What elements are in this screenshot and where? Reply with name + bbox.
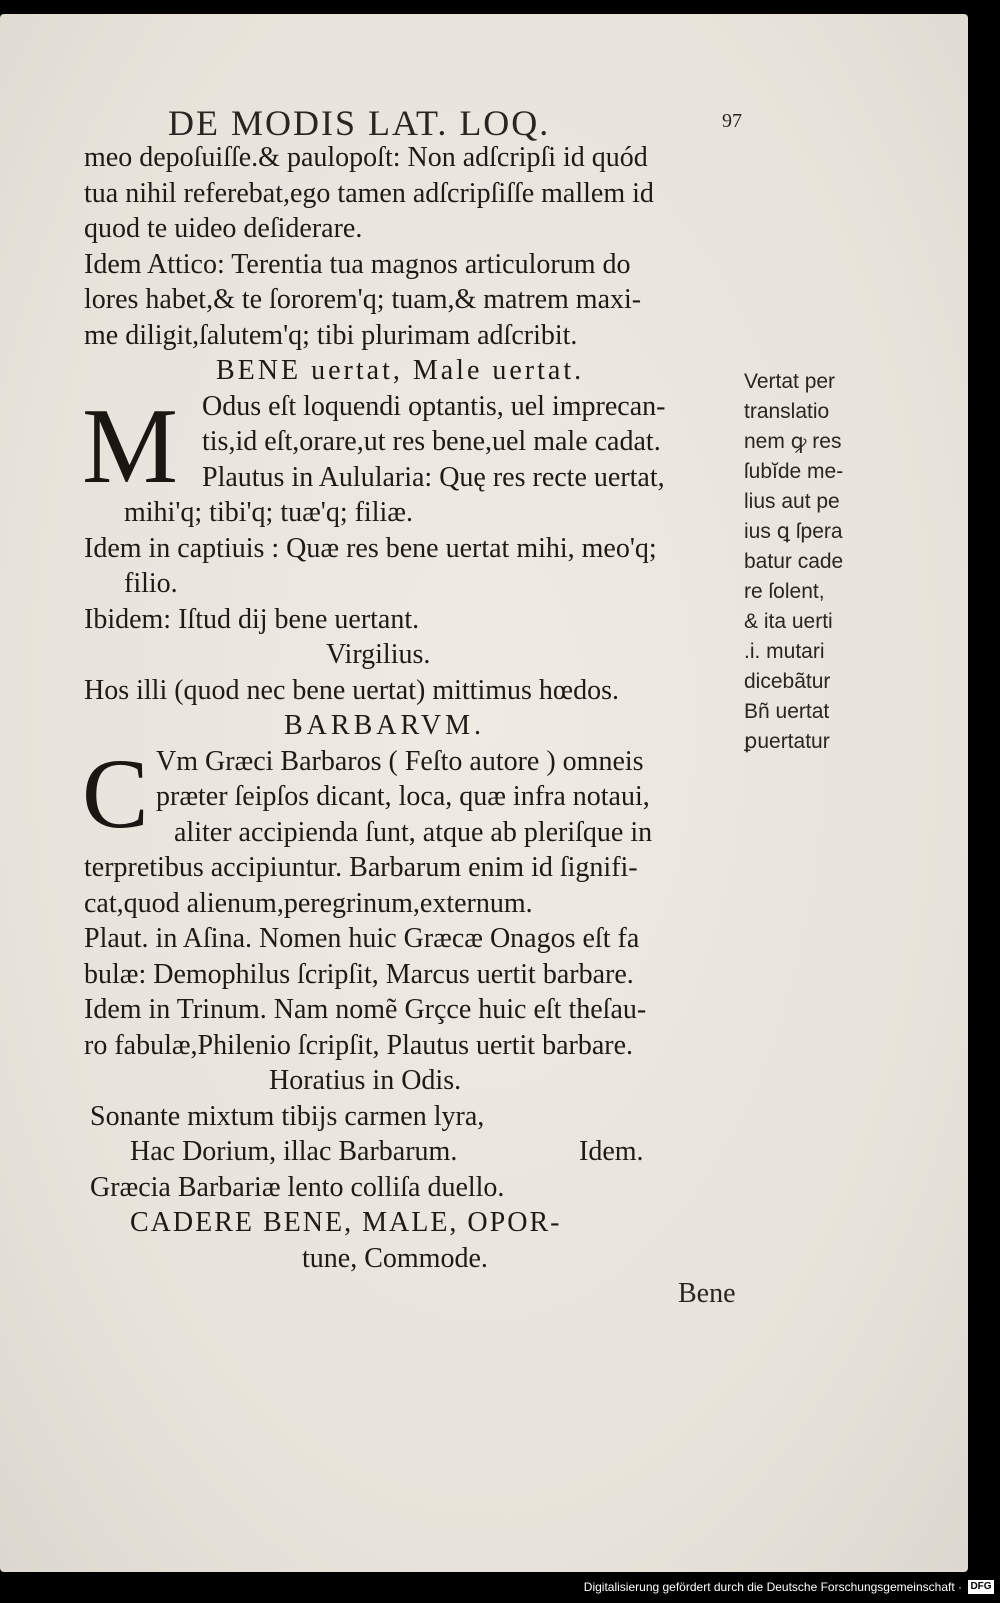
text-line: filio. xyxy=(124,568,178,599)
marginal-note xyxy=(744,367,874,757)
margin-line: .i. mutari xyxy=(744,640,825,663)
footer-bar xyxy=(0,1578,1000,1603)
text-line: meo depoſuiſſe.& paulopoſt: Non adſcripſi id quód xyxy=(84,142,648,173)
text-line: me diligit,ſalutem'q; tibi plurimam adſcribit. xyxy=(84,319,578,351)
running-header: DE MODIS LAT. LOQ. xyxy=(168,103,551,143)
verse-attribution: Horatius in Odis. xyxy=(269,1065,462,1096)
margin-line: Bñ uertat xyxy=(744,700,830,723)
margin-line: Vertat per xyxy=(744,370,836,393)
catchword: Bene xyxy=(678,1278,736,1309)
margin-line: dicebãtur xyxy=(744,670,831,693)
margin-line: ius ꝗ ſpera xyxy=(744,520,843,543)
margin-line: & ita uerti xyxy=(744,610,833,633)
drop-cap-m: M xyxy=(82,386,179,506)
section-barbarum xyxy=(82,737,754,1206)
footer-credit: Digitalisierung gefördert durch die Deutsche Forschungsgemeinschaft · xyxy=(583,1580,962,1594)
text-line: cat,quod alienum,peregrinum,externum. xyxy=(84,887,533,919)
section-heading-barbarum: BARBARVM. xyxy=(284,710,486,741)
text-line: Odus eſt loquendi optantis, uel imprecan- xyxy=(202,390,666,422)
text-line: Idem in captiuis : Quæ res bene uertat mihi, meo'q; xyxy=(84,532,657,564)
text-line: aliter accipienda ſunt, atque ab pleriſque in xyxy=(174,816,653,848)
text-line: Ibidem: Iſtud dij bene uertant. xyxy=(84,603,420,635)
section-heading-cadere: CADERE BENE, MALE, OPOR- xyxy=(130,1207,562,1238)
text-line: præter ſeipſos dicant, loca, quæ infra notaui, xyxy=(156,781,650,812)
page-number: 97 xyxy=(722,110,742,132)
margin-line: translatio xyxy=(744,400,830,423)
main-text xyxy=(84,140,754,1276)
margin-line: re ſolent, xyxy=(744,580,825,603)
verse-attribution: Virgilius. xyxy=(326,639,431,670)
margin-line: lius aut pe xyxy=(744,490,840,513)
text-line: Idem in Trinum. Nam nomẽ Grçce huic eſt theſau- xyxy=(84,994,647,1025)
text-line: Plaut. in Aſina. Nomen huic Græcæ Onagos eſt fa xyxy=(84,923,640,954)
drop-cap-c: C xyxy=(82,737,149,849)
margin-line: nem ꝙ res xyxy=(744,430,842,453)
text-line: tua nihil referebat,ego tamen adſcripſiſſe mallem id xyxy=(84,177,654,209)
text-line: bulæ: Demophilus ſcripſit, Marcus uertit barbare. xyxy=(84,958,634,990)
section-heading-bene: BENE uertat, Male uertat. xyxy=(216,355,585,386)
text-line: Hos illi (quod nec bene uertat) mittimus hœdos. xyxy=(84,674,620,706)
verse-attribution: Idem. xyxy=(579,1136,644,1167)
verse-line-text: Hac Dorium, illac Barbarum. xyxy=(130,1136,458,1167)
verse-line: Sonante mixtum tibijs carmen lyra, xyxy=(90,1100,485,1132)
text-line: Idem Attico: Terentia tua magnos articulorum do xyxy=(84,248,631,280)
text-line: tis,id eſt,orare,ut res bene,uel male cadat. xyxy=(202,426,661,457)
verse-line: Græcia Barbariæ lento colliſa duello. xyxy=(90,1171,505,1203)
section-heading-cadere-cont: tune, Commode. xyxy=(302,1242,488,1274)
text-line: terpretibus accipiuntur. Barbarum enim id ſignifi- xyxy=(84,852,638,883)
text-line: quod te uideo deſiderare. xyxy=(84,213,363,244)
margin-line: batur cade xyxy=(744,550,844,573)
text-line: lores habet,& te ſororem'q; tuam,& matrem maxi- xyxy=(84,284,642,315)
verse-line xyxy=(84,1134,754,1170)
text-line: ro fabulæ,Philenio ſcripſit, Plautus uertit barbare. xyxy=(84,1029,633,1061)
text-line: Plautus in Aulularia: Quę res recte uertat, xyxy=(202,461,665,493)
dfg-logo: DFG xyxy=(968,1580,994,1594)
text-line: mihi'q; tibi'q; tuæ'q; filiæ. xyxy=(124,497,413,528)
text-line: Vm Græci Barbaros ( Feſto autore ) omneis xyxy=(156,745,644,777)
margin-line: ſubĭde me- xyxy=(744,460,844,483)
section-bene xyxy=(82,386,754,709)
margin-line: ꝑuertatur xyxy=(744,730,830,753)
